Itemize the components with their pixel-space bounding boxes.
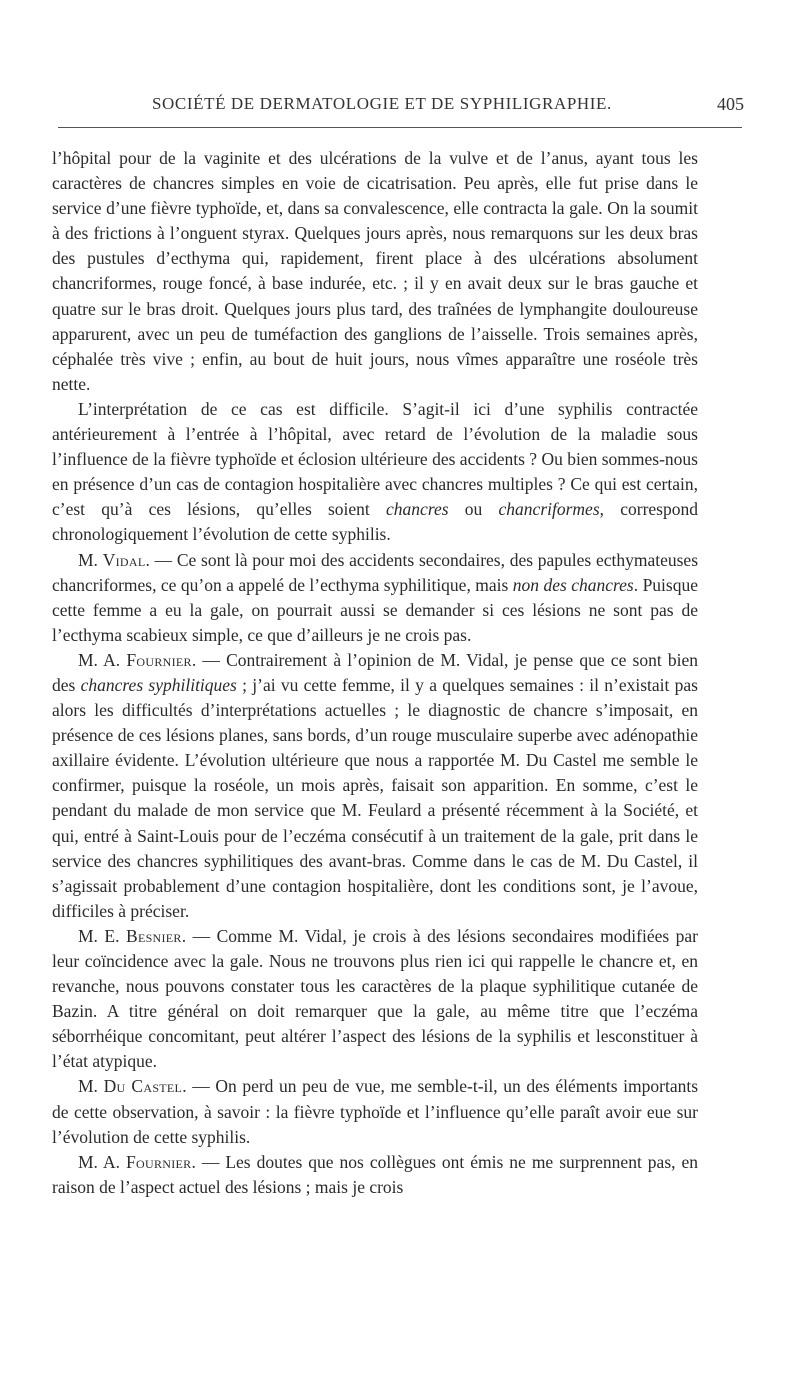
italic-text: chancres bbox=[386, 499, 449, 520]
text-run: . — On perd un peu de vue, me semble-t-il, un des éléments importants de cette observation, à savoir : la fièvre typhoïde et l’influence qu’elle paraît avoir eue sur l’évolution de cette syphilis. bbox=[52, 1076, 699, 1147]
speaker-name: Besnier bbox=[125, 925, 182, 946]
speaker-name: Fournier bbox=[125, 1151, 192, 1172]
paragraph bbox=[52, 146, 698, 397]
text-run: M. E. bbox=[78, 925, 126, 946]
paragraph bbox=[52, 1074, 698, 1149]
text-run: l’hôpital pour de la vaginite et des ulcérations de la vulve et de l’anus, ayant tous les caractères de chancres simples en voie de cicatrisation. Peu après, elle fut prise dans le service d’une fièvre typhoïde, et, dans sa convalescence, elle contracta la gale. On la soumit à des frictions à l’onguent styrax. Quelques jours après, nous remarquons sur les deux bras des pustules d’ecthyma qui, rapidement, firent place à des ulcérations absolument chancriformes, rouge foncé, à base indurée, etc. ; il y en avait deux sur le bras gauche et quatre sur le bras droit. Quelques jours plus tard, des traînées de lymphangite douloureuse apparurent, avec un peu de tuméfaction des ganglions de l’aisselle. Trois semaines après, céphalée très vive ; enfin, au bout de huit jours, nous vîmes apparaître une roséole très nette. bbox=[52, 148, 698, 394]
page-number: 405 bbox=[717, 94, 744, 114]
paragraph bbox=[52, 648, 698, 924]
text-run: M. A. bbox=[78, 1151, 126, 1172]
text-run: . — Comme M. Vidal, je crois à des lésions secondaires modifiées par leur coïncidence avec la gale. Nous ne trouvons plus rien ici qui rappelle le chancre et, en revanche, nous pouvons constater tous les caractères de la plaque syphilitique cutanée de Bazin. A titre général on doit remarquer que la gale, au même titre que l’eczéma séborrhéique concomitant, peut altérer l’aspect des lésions de la syphilis et lesconstituer à l’état atypique. bbox=[52, 925, 698, 1072]
speaker-name: Du Castel bbox=[103, 1076, 183, 1097]
paragraph bbox=[52, 548, 698, 648]
text-run: M. A. bbox=[78, 649, 127, 670]
header-rule bbox=[58, 127, 742, 128]
italic-text: non des chancres bbox=[512, 574, 634, 595]
speaker-name: Fournier bbox=[126, 649, 192, 670]
text-run: ou bbox=[448, 499, 499, 520]
text-run: M. bbox=[78, 549, 103, 570]
text-run: . — Les doutes que nos collègues ont émis ne me surprennent pas, en raison de l’aspect actuel des lésions ; mais je crois bbox=[52, 1151, 699, 1197]
speaker-name: Vidal bbox=[102, 549, 146, 570]
text-run: . Puisque cette femme a eu la gale, on pourrait aussi se demander si ces lésions ne sont pas de l’ecthyma scabieux simple, ce que d’ailleurs je ne crois pas. bbox=[52, 574, 698, 645]
paragraph bbox=[52, 924, 698, 1075]
text-run: . — Ce sont là pour moi des accidents secondaires, des papules ecthymateuses chancriformes, ce qu’on a appelé de l’ecthyma syphilitique, mais bbox=[52, 549, 699, 595]
paragraph bbox=[52, 1150, 698, 1200]
italic-text: chancriformes bbox=[498, 499, 600, 520]
running-title: SOCIÉTÉ DE DERMATOLOGIE ET DE SYPHILIGRAPHIE. bbox=[152, 94, 612, 113]
body-text bbox=[52, 146, 698, 1200]
text-run: , correspond chronologiquement l’évolution de cette syphilis. bbox=[52, 499, 698, 545]
text-run: M. bbox=[78, 1076, 104, 1097]
page-header bbox=[52, 92, 752, 122]
text-run: ; j’ai vu cette femme, il y a quelques semaines : il n’existait pas alors les difficultés d’interprétations actuelles ; le diagnostic de chancre s’imposait, en présence de ces lésions planes, sans bords, d’un rouge musculaire superbe avec adénopathie axillaire évidente. L’évolution ultérieure que nous a rapportée M. Du Castel me semble le confirmer, puisque la roséole, un mois après, faisait son apparition. En somme, c’est le pendant du malade de mon service que M. Feulard a présenté récemment à la Société, et qui, entré à Saint-Louis pour de l’eczéma consécutif à un traitement de la gale, prit dans le service des chancres syphilitiques des avant-bras. Comme dans le cas de M. Du Castel, il s’agissait probablement d’une contagion hospitalière, dont les conditions sont, je l’avoue, difficiles à préciser. bbox=[52, 674, 698, 921]
paragraph bbox=[52, 397, 698, 548]
italic-text: chancres syphilitiques bbox=[80, 674, 237, 695]
text-run: . — Contrairement à l’opinion de M. Vidal, je pense que ce sont bien des bbox=[52, 649, 698, 695]
text-run: L’interprétation de ce cas est difficile. S’agit-il ici d’une syphilis contractée antérieurement à l’entrée à l’hôpital, avec retard de l’évolution de la maladie sous l’influence de la fièvre typhoïde et éclosion ultérieure des accidents ? Ou bien sommes-nous en présence d’un cas de contagion hospitalière avec chancres multiples ? Ce qui est certain, c’est qu’à ces lésions, qu’elles soient bbox=[52, 398, 698, 520]
